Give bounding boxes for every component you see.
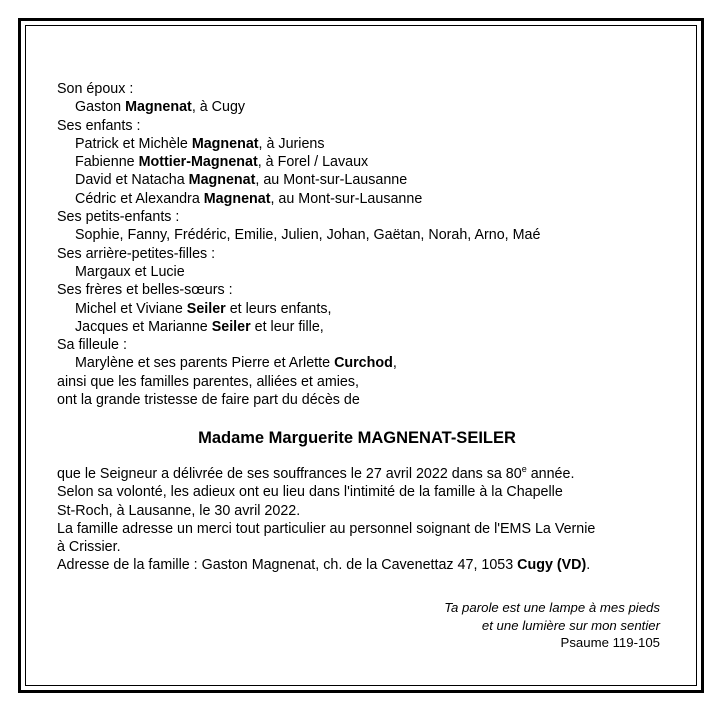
verse-line: Ta parole est une lampe à mes pieds <box>444 600 660 615</box>
label-line <box>57 80 677 98</box>
entry-line <box>57 300 677 318</box>
entry-text: Cédric et Alexandra <box>75 190 204 207</box>
entry-line <box>57 153 677 171</box>
entry-line <box>57 354 677 372</box>
label-line <box>57 373 677 391</box>
entry-surname: Seiler <box>186 300 226 317</box>
body-line: Selon sa volonté, les adieux ont eu lieu dans l'intimité de la famille à la Chapelle <box>57 484 563 501</box>
entry-surname: Seiler <box>211 318 251 335</box>
deceased-name: Madame Marguerite MAGNENAT-SEILER <box>198 429 516 447</box>
entry-place: , <box>392 355 397 372</box>
announcement-body <box>57 465 677 575</box>
entry-surname: Magnenat <box>188 172 256 189</box>
entry-place: , au Mont-sur-Lausanne <box>255 172 408 189</box>
entry-place: , à Cugy <box>191 99 246 116</box>
body-text: année. <box>526 466 575 482</box>
entry-line <box>57 226 677 244</box>
label-text: Ses enfants : <box>57 117 141 134</box>
label-text: Ses petits-enfants : <box>57 209 180 226</box>
entry-place: et leur fille, <box>250 318 324 335</box>
entry-line <box>57 190 677 208</box>
address-locality: Cugy (VD) <box>517 557 587 574</box>
body-line: La famille adresse un merci tout particulier au personnel soignant de l'EMS La Vernie <box>57 520 596 537</box>
address-text: . <box>586 557 591 574</box>
label-text: Sa filleule : <box>57 337 127 354</box>
entry-place: et leurs enfants, <box>225 300 332 317</box>
entry-line <box>57 98 677 116</box>
label-line <box>57 336 677 354</box>
entry-line <box>57 263 677 281</box>
label-line <box>57 391 677 409</box>
entry-text: Jacques et Marianne <box>75 318 212 335</box>
label-line <box>57 245 677 263</box>
entry-text: Michel et Viviane <box>75 300 187 317</box>
entry-line <box>57 135 677 153</box>
label-text: Ses frères et belles-sœurs : <box>57 282 233 299</box>
entry-line <box>57 171 677 189</box>
label-text: ont la grande tristesse de faire part du décès de <box>57 392 360 409</box>
label-line <box>57 208 677 226</box>
body-line: St-Roch, à Lausanne, le 30 avril 2022. <box>57 502 301 519</box>
entry-place: , à Forel / Lavaux <box>257 154 369 171</box>
body-line <box>57 465 677 483</box>
label-text: ainsi que les familles parentes, alliées et amies, <box>57 373 359 390</box>
label-text: Ses arrière-petites-filles : <box>57 245 216 262</box>
label-line <box>57 117 677 135</box>
body-line: à Crissier. <box>57 539 121 556</box>
entry-surname: Magnenat <box>203 190 271 207</box>
verse-reference: Psaume 119-105 <box>560 635 660 650</box>
entry-text: Gaston <box>75 99 126 116</box>
verse-line: et une lumière sur mon sentier <box>481 617 660 633</box>
address-text: Adresse de la famille : Gaston Magnenat, ch. de la Cavenettaz 47, 1053 <box>57 557 518 574</box>
family-address <box>57 556 677 574</box>
entry-text: David et Natacha <box>75 172 189 189</box>
label-text: Son époux : <box>57 81 134 97</box>
entry-text: Marylène et ses parents Pierre et Arlette <box>75 355 335 372</box>
entry-line <box>57 318 677 336</box>
entry-surname: Curchod <box>334 355 393 372</box>
entry-surname: Magnenat <box>125 99 192 116</box>
entry-place: , au Mont-sur-Lausanne <box>270 190 423 207</box>
body-text: que le Seigneur a délivrée de ses souffrances le 27 avril 2022 dans sa 80 <box>57 466 522 482</box>
label-line <box>57 281 677 299</box>
entry-text: Patrick et Michèle <box>75 135 192 152</box>
family-list <box>57 80 677 409</box>
entry-surname: Mottier-Magnenat <box>138 154 258 171</box>
entry-text: Margaux et Lucie <box>75 263 185 280</box>
ordinal-suffix: e <box>521 464 527 475</box>
entry-place: , à Juriens <box>258 135 325 152</box>
entry-text: Sophie, Fanny, Frédéric, Emilie, Julien, Johan, Gaëtan, Norah, Arno, Maé <box>75 227 541 244</box>
entry-surname: Magnenat <box>191 135 259 152</box>
entry-text: Fabienne <box>75 154 139 171</box>
bible-verse <box>444 599 660 652</box>
